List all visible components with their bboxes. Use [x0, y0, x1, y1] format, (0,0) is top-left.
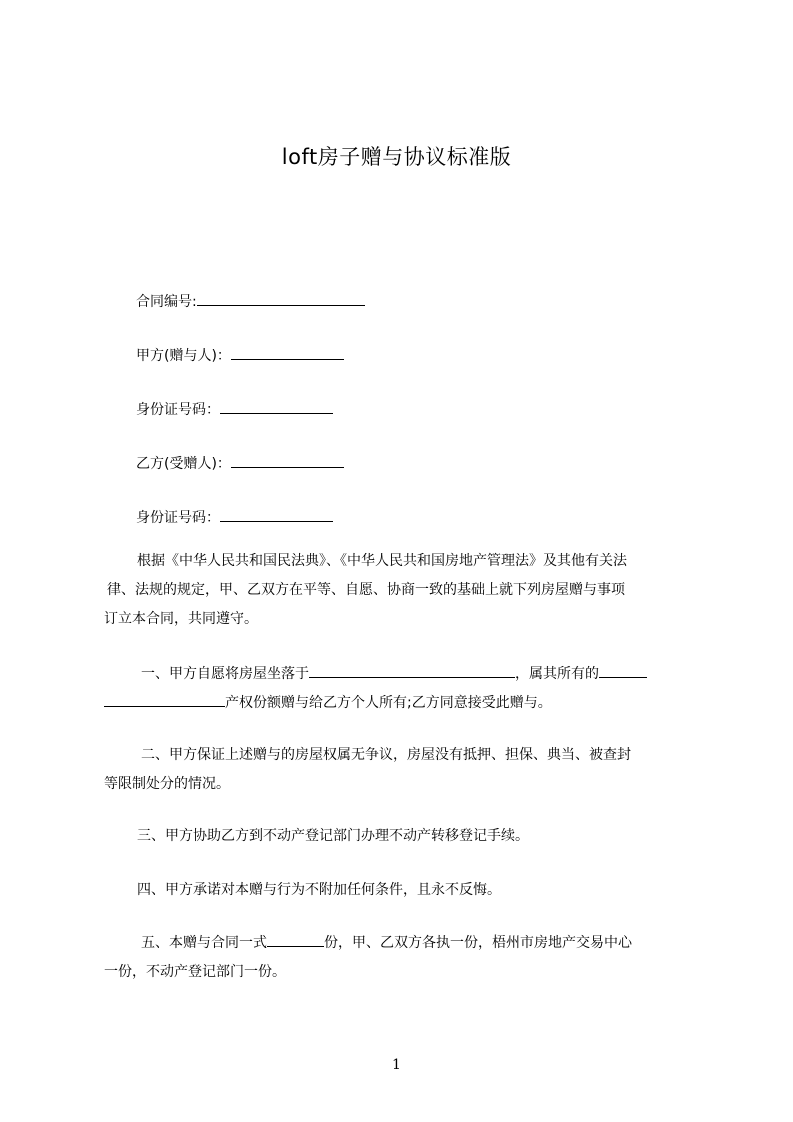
property-share-blank-b[interactable] [104, 691, 225, 707]
clause-4-paragraph [104, 876, 704, 905]
party-b-label: 乙方(受赠人)： [136, 456, 231, 472]
property-share-blank-a[interactable] [599, 662, 647, 678]
contract-number-blank[interactable] [197, 290, 365, 306]
clause-1-text-b: ，属其所有的 [515, 666, 599, 682]
clause-5-text-b: 份，甲、乙双方各执一份，梧州市房地产交易中心 [324, 935, 632, 951]
contract-number-field [136, 290, 365, 312]
clause-2-paragraph [104, 741, 704, 799]
party-a-blank[interactable] [231, 344, 344, 360]
contract-number-label: 合同编号: [136, 294, 197, 310]
clause-1-line-2 [104, 689, 704, 718]
clause-3-line-1: 三、甲方协助乙方到不动产登记部门办理不动产转移登记手续。 [137, 828, 529, 844]
copies-count-blank[interactable] [267, 931, 324, 947]
document-title: loft房子赠与协议标准版 [281, 145, 512, 169]
party-b-blank[interactable] [231, 452, 344, 468]
clause-1-text-c: 产权份额赠与给乙方个人所有;乙方同意接受此赠与。 [225, 695, 552, 711]
party-b-id-field [136, 506, 333, 528]
clause-2-line-2: 等限制处分的情况。 [104, 776, 230, 792]
preamble-line-3: 订立本合同，共同遵守。 [104, 611, 258, 627]
clause-5-line-1 [104, 929, 704, 958]
clause-1-line-1 [104, 660, 704, 689]
party-b-id-blank[interactable] [220, 506, 333, 522]
clause-4-line-1: 四、甲方承诺对本赠与行为不附加任何条件，且永不反悔。 [137, 882, 501, 898]
party-a-id-field [136, 398, 333, 420]
party-a-field [136, 344, 344, 366]
clause-1-text-a: 一、甲方自愿将房屋坐落于 [141, 666, 309, 682]
preamble-paragraph [104, 547, 704, 634]
party-b-field [136, 452, 344, 474]
preamble-line-2: 律、法规的规定，甲、乙双方在平等、自愿、协商一致的基础上就下列房屋赠与事项 [107, 582, 625, 598]
clause-3-paragraph [104, 822, 704, 851]
clause-5-line-2: 一份，不动产登记部门一份。 [104, 964, 286, 980]
clause-5-paragraph [104, 929, 704, 987]
preamble-line-1: 根据《中华人民共和国民法典》、《中华人民共和国房地产管理法》及其他有关法 [137, 553, 627, 569]
party-a-id-label: 身份证号码： [136, 402, 220, 418]
party-b-id-label: 身份证号码： [136, 510, 220, 526]
clause-2-line-1: 二、甲方保证上述赠与的房屋权属无争议，房屋没有抵押、担保、典当、被查封 [141, 747, 631, 763]
clause-5-text-a: 五、本赠与合同一式 [141, 935, 267, 951]
clause-1-paragraph [104, 660, 704, 718]
property-location-blank[interactable] [309, 662, 515, 678]
page-number: 1 [392, 1057, 401, 1073]
party-a-id-blank[interactable] [220, 398, 333, 414]
party-a-label: 甲方(赠与人)： [136, 348, 231, 364]
